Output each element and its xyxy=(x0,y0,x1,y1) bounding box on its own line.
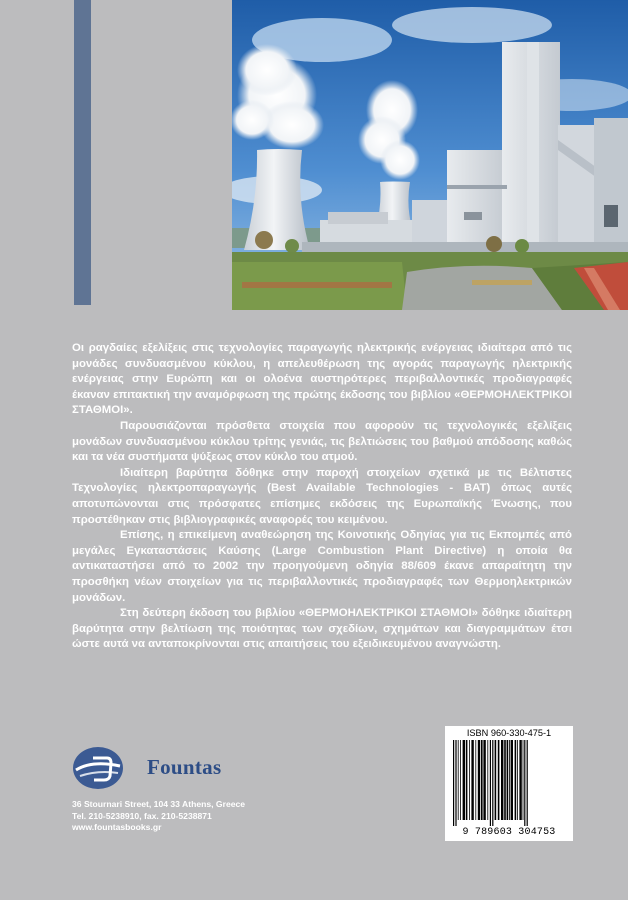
barcode-bar xyxy=(469,740,470,820)
publisher-phone-fax: Tel. 210-5238910, fax. 210-5238871 xyxy=(72,810,212,821)
ean-digits: 9 789603 304753 xyxy=(462,827,556,838)
barcode-bar xyxy=(498,740,500,820)
barcode-bar xyxy=(511,740,513,820)
description-paragraph-2: Παρουσιάζονται πρόσθετα στοιχεία που αφορούν τις τεχνολογικές εξελίξεις μονάδων συνδυασμένου κύκλου τρίτης γενιάς, τις βελτιώσεις του βαθμού απόδοσης καθώς και τα νέα συστήματα ψύξεως στον κύκλο του ατμού. xyxy=(72,419,572,464)
barcode-bar xyxy=(519,740,521,820)
barcode-bar xyxy=(478,740,480,820)
barcode-bar xyxy=(509,740,510,820)
blue-accent-stripe xyxy=(74,0,91,305)
barcode-bar xyxy=(481,740,483,820)
barcode-bar xyxy=(475,740,476,820)
barcode-bar xyxy=(523,740,524,820)
barcode-bar xyxy=(455,740,456,826)
barcode-bar xyxy=(527,740,528,826)
description-paragraph-5: Στη δεύτερη έκδοση του βιβλίου «ΘΕΡΜΟΗΛΕΚΤΡΙΚΟΙ ΣΤΑΘΜΟΙ» δόθηκε ιδιαίτερη βαρύτητα στην βελτίωση της ποιότητας των σχεδίων, σχημάτων και διαγραμμάτων έτσι ώστε αυτά να ανταποκρίνονται στις απαιτήσεις του εξειδικευμένου αναγνώστη. xyxy=(72,607,572,651)
barcode-bar xyxy=(490,740,491,826)
barcode-bar xyxy=(524,740,525,826)
barcode-bar xyxy=(483,740,485,820)
barcode-bar xyxy=(507,740,509,820)
barcode-bar xyxy=(463,740,465,820)
back-cover-description xyxy=(72,341,572,653)
barcode-bar xyxy=(492,740,493,826)
fountas-logo-icon xyxy=(72,746,124,790)
barcode-bars xyxy=(451,740,567,826)
power-plant-photo xyxy=(232,0,628,310)
barcode-bar xyxy=(453,740,454,826)
barcode-bar xyxy=(458,740,459,820)
barcode-bar xyxy=(471,740,473,820)
barcode-bar xyxy=(517,740,518,820)
barcode-bar xyxy=(515,740,517,820)
barcode-bar xyxy=(504,740,506,820)
publisher-address: 36 Stournari Street, 104 33 Athens, Greece xyxy=(72,799,246,809)
barcode-bar xyxy=(487,740,488,820)
publisher-logo xyxy=(72,746,242,790)
barcode-bar xyxy=(466,740,468,820)
description-paragraph-4: Επίσης, η επικείμενη αναθεώρηση της Κοινοτικής Οδηγίας για τις Εκπομπές από μεγάλες Εγκαταστάσεις Καύσης (Large Combustion Plant Directive) η οποία θα αντικαταστήσει από το 2002 την προηγούμενη οδηγία 88/609 έκανε απαραίτητη την προσθήκη νέων στοιχείων για τις περιβαλλοντικές προδιαγραφές των Θερμοηλεκτρικών μονάδων. xyxy=(72,529,572,604)
barcode-bar xyxy=(501,740,503,820)
power-plant-photo-graphic xyxy=(232,0,628,310)
barcode-bar xyxy=(460,740,461,820)
barcode-bar xyxy=(495,740,497,820)
publisher-contact xyxy=(72,799,245,834)
isbn-barcode xyxy=(445,726,573,841)
publisher-name: Fountas xyxy=(147,755,222,779)
publisher-website: www.fountasbooks.gr xyxy=(72,822,162,833)
isbn-label: ISBN 960-330-475-1 xyxy=(466,728,552,738)
description-paragraph-3: Ιδιαίτερη βαρύτητα δόθηκε στην παροχή στοιχείων σχετικά με τις Βέλτιστες Τεχνολογίες ηλεκτροπαραγωγής (Best Available Technologies - BAT) όπως αυτές αποτυπώνονται στις πρόσφατες επίσημες εκδόσεις της Ευρωπαϊκής Ένωσης, που προστέθηκαν στις βιβλιογραφικές αναφορές του κειμένου. xyxy=(72,466,572,526)
description-paragraph-1: Οι ραγδαίες εξελίξεις στις τεχνολογίες παραγωγής ηλεκτρικής ενέργειας ιδιαίτερα από τις μονάδες συνδυασμένου κύκλου, η απελευθέρωση της αγοράς παραγωγής ηλεκτρικής ενέργειας στην Ευρώπη και οι ολοένα αυστηρότερες περιβαλλοντικές προδιαγραφές έκαναν επιτακτική την αναμόρφωση της πρώτης έκδοσης του βιβλίου «ΘΕΡΜΟΗΛΕΚΤΡΙΚΟΙ ΣΤΑΘΜΟΙ». xyxy=(72,342,572,417)
